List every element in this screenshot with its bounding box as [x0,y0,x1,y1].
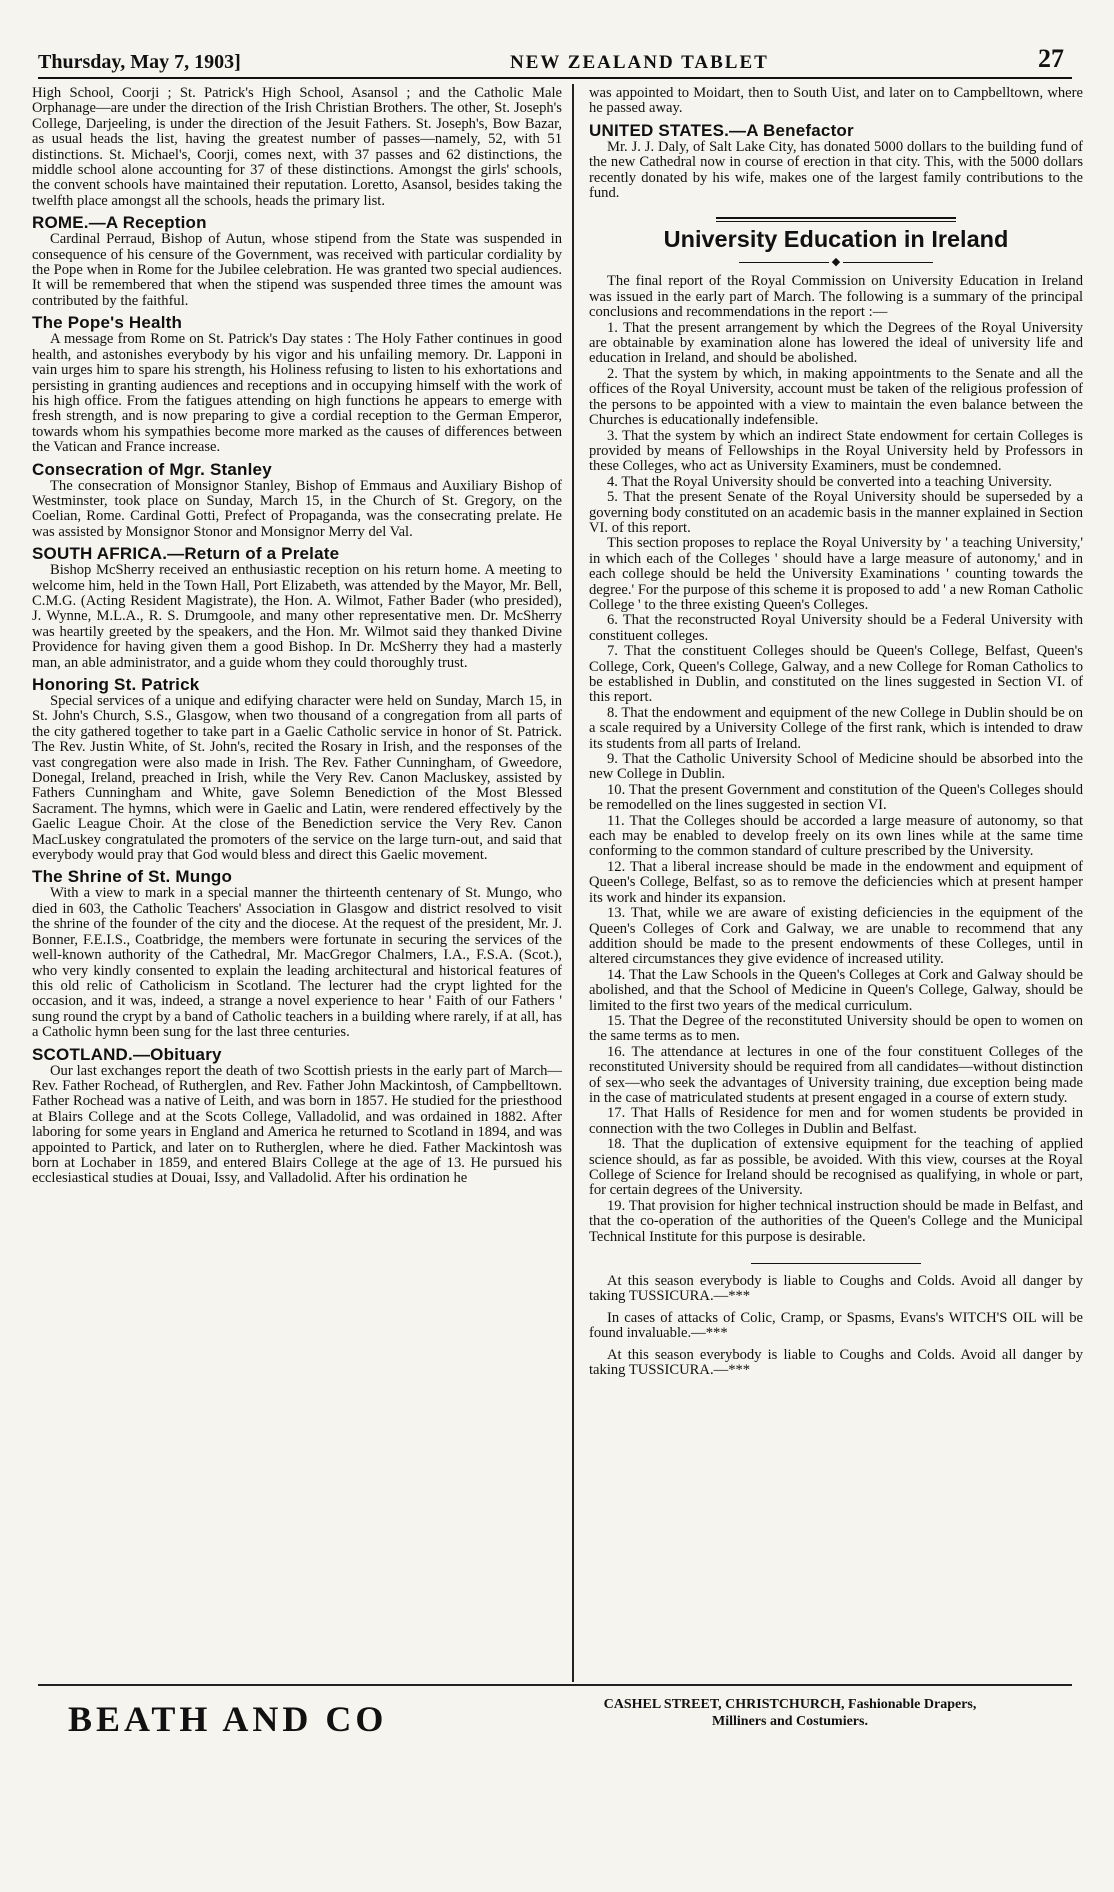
ad-notice: At this season everybody is liable to Coughs and Colds. Avoid all danger by taking TUSSICURA.—*** [589,1346,1083,1379]
recommendation-item: 7. That the constituent Colleges should be Queen's College, Belfast, Queen's College, Cork, Queen's College, Galway, and a new College for Roman Catholics to be established in Dublin, and constituted on the lines suggested in Section VI. of this report. [589,643,1083,706]
south-africa-article: Bishop McSherry received an enthusiastic reception on his return home. A meeting to welcome him, held in the Town Hall, Port Elizabeth, was attended by the Mayor, Mr. Bell, C.M.G. (Acting Resident Magistrate), the Hon. A. Wilmot, Father Bader (who presided), J. Wynne, M.L.A., R. S. Drumgoole, and many other representative men. Dr. McSherry was heartily greeted by the speakers, and the Hon. Mr. Wilmot said they thanked Divine Providence for having given them a good Bishop. In Dr. McSherry they had a masterly man, an able administrator, and a guide whom they could thoroughly trust. [32,562,562,671]
university-heading: University Education in Ireland [663,226,1009,253]
stanley-heading: Consecration of Mgr. Stanley [32,459,272,479]
stanley-article: The consecration of Monsignor Stanley, Bishop of Emmaus and Auxiliary Bishop of Westminster, took place on Sunday, March 15, in the Church of St. Gregory, on the Coelian, Rome. Cardinal Gotti, Prefect of Propaganda, was the consecrating prelate. He was assisted by Monsignor Stonor and Monsignor Merry del Val. [32,477,562,540]
recommendation-item: 2. That the system by which, in making appointments to the Senate and all the offices of the Royal University, account must be taken of the religious profession of the persons to be appointed with a view to maintain the even balance between the Churches is educationally indefensible. [589,365,1083,429]
ad-separator [751,1263,921,1264]
recommendation-item: 8. That the endowment and equipment of the new College in Dublin should be on a scale required by a University College of the first rank, which is intended to draw its students from all parts of Ireland. [589,704,1083,752]
recommendation-item: 3. That the system by which an indirect State endowment for certain Colleges is provided by means of Fellowships in the Royal University held by Professors in these Colleges, who act as University Examiners, must be condemned. [589,427,1083,475]
recommendation-item: 14. That the Law Schools in the Queen's Colleges at Cork and Galway should be abolished, and that the School of Medicine in Queen's College, Galway, should be limited to the first two years of the medical curriculum. [589,966,1083,1014]
rome-article: Cardinal Perraud, Bishop of Autun, whose stipend from the State was suspended in consequence of his censure of the Government, was received with particular cordiality by the Pope when in Rome for the Jubilee celebration. He was granted two special audiences. It will be remembered that when the stipend was suspended three times the amount was contributed by the faithful. [32,231,562,309]
united-states-article: Mr. J. J. Daly, of Salt Lake City, has donated 5000 dollars to the building fund of the new Cathedral now in course of erection in that city. This, with the 5000 dollars recently donated by his wife, makes one of the largest family contributions to the fund. [589,138,1083,202]
footer-brand: BEATH AND CO [68,1699,388,1739]
st-patrick-heading: Honoring St. Patrick [32,675,200,694]
recommendation-item: 5. That the present Senate of the Royal University should be superseded by a governing body constituted on an academic basis in the manner explained in Section VI. of this report. [589,489,1083,536]
ad-notice: At this season everybody is liable to Coughs and Colds. Avoid all danger by taking TUSSICURA.—*** [589,1273,1083,1305]
recommendation-item: 12. That a liberal increase should be made in the endowment and equipment of Queen's College, Belfast, so as to remove the deficiencies which at present hamper its work and hinder its expansion. [589,858,1083,906]
continuation-text: was appointed to Moidart, then to South Uist, and later on to Campbelltown, where he passed away. [589,85,1083,117]
rome-heading: ROME.—A Reception [32,213,207,233]
scotland-article: Our last exchanges report the death of two Scottish priests in the early part of March—Rev. Father Rochead, of Rutherglen, and Rev. Father John Mackintosh, of Campbelltown. Father Rochead was a native of Leith, and was born in 1857. He studied for the priesthood at Blairs College and at the Scots College, Valladolid, and was ordained in 1882. After laboring for some years in England and America he returned to Scotland in 1894, and was appointed to Partick, and later on to Rutherglen, where he died. Father Mackintosh was born at Lochaber in 1859, and entered Blairs College at the age of 13. He pursued his ecclesiastical studies at Douai, Issy, and Valladolid. After his ordination he [32,1062,562,1187]
recommendation-item: 10. That the present Government and constitution of the Queen's Colleges should be remodelled on the lines suggested in section VI. [589,781,1083,814]
st-patrick-article: Special services of a unique and edifying character were held on Sunday, March 15, in St. John's Church, S.S., Glasgow, when two thousand of a congregation from all parts of the city gathered together to take part in a Gaelic Catholic service in honor of St. Patrick. The Rev. Justin White, of St. John's, recited the Rosary in Irish, and the responses of the vast congregation were also made in Irish. The Rev. Father Cunningham, of Gweedore, Donegal, Ireland, preached in Irish, while the Very Rev. Canon Macluskey, assisted by Fathers Cunningham and White, gave Solemn Benediction of the Most Blessed Sacrament. The hymns, which were in Gaelic and Latin, were rendered effectively by the Gaelic League Choir. At the close of the Benediction service the Very Rev. Canon MacLuskey congratulated the promoters of the service on the large turn-out, and said that everybody would pray that God would bless and direct this Gaelic movement. [32,693,562,864]
pope-health-article: A message from Rome on St. Patrick's Day states : The Holy Father continues in good health, and astonishes everybody by his vigor and his unfailing memory. Dr. Lapponi in vain urges him to spare his strength, his Holiness refusing to listen to his exhortations and persisting in granting audiences and receptions and in occupying himself with the work of his high office. From the fatigues attending on high functions he appears to emerge with fresh strength, and is now preparing to give a cordial reception to the German Emperor, towards whom his sympathies become more marked as the causes of differences between the Vatican and France increase. [32,331,562,456]
intro-paragraph: High School, Coorji ; St. Patrick's High School, Asansol ; and the Catholic Male Orphanage—are under the direction of the Irish Christian Brothers. The other, St. Joseph's College, Darjeeling, is under the direction of the Jesuit Fathers. St. Joseph's, Bow Bazar, as usual heads the list, having the greatest number of passes—namely, 52, with 51 distinctions. St. Michael's, Coorji, comes next, with 37 passes and 62 distinctions, the middle school alone accounting for 37 of these distinctions. Amongst the girls' schools, the convent schools have maintained their reputation. Loretto, Asansol, besides taking the twelfth place amongst all the schools, heads the primary list. [32,85,562,209]
page-header [38,44,1072,79]
footer-line-2: Milliners and Costumiers. [712,1714,868,1729]
ads-block [589,1274,1083,1378]
recommendation-item: 16. The attendance at lectures in one of the four constituent Colleges of the reconstituted University should be required from all candidates—without distinction of sex—who seek the advantages of University training, due exception being made in the case of matriculated students at present engaged in a course of extern study. [589,1043,1083,1106]
recommendation-item: 4. That the Royal University should be converted into a teaching University. [607,473,1053,490]
page-number: 27 [1037,44,1064,73]
recommendation-item: 13. That, while we are aware of existing deficiencies in the equipment of the Queen's Colleges of Cork and Galway, we are unable to recommend that any addition should be made to the present endowments of these Colleges, until in altered circumstances they give evidence of increased utility. [589,905,1083,968]
st-mungo-heading: The Shrine of St. Mungo [32,867,233,887]
right-column [589,86,1083,1384]
recommendation-item: 1. That the present arrangement by which the Degrees of the Royal University are obtainable by examination alone has lowered the ideal of university life and education in Ireland, and should be abolished. [589,319,1083,367]
ad-notice: In cases of attacks of Colic, Cramp, or Spasms, Evans's WITCH'S OIL will be found invaluable.—*** [589,1309,1083,1342]
footer-address [500,1696,1080,1730]
scotland-heading: SCOTLAND.—Obituary [32,1044,222,1064]
st-mungo-article: With a view to mark in a special manner the thirteenth centenary of St. Mungo, who died in 603, the Catholic Teachers' Association in Glasgow and district resolved to visit the shrine of the founder of the city and the diocese. At the request of the president, Mr. J. Bonner, F.E.I.S., Coatbridge, the members were fortunate in securing the services of the well-known authority of the Cathedral, Mr. MacGregor Chalmers, I.A., F.S.A. (Scot.), who very kindly consented to explain the leading architectural and historical features of this old relic of Catholicism in Scotland. The lecturer had the crypt lighted for the occasion, and it was, indeed, a strange a novel experience to hear ' Faith of our Fathers ' sung round the crypt by a band of Catholic teachers in a building where rarely, if at all, has a Catholic hymn been sung for the last three centuries. [32,885,562,1041]
ornament-divider: ◆ [589,256,1083,268]
recommendation-item: 11. That the Colleges should be accorded a large measure of autonomy, so that each may be enabled to develop freely on its own lines while at the same time conforming to the common standard of culture prescribed by the University. [589,812,1083,860]
university-intro: The final report of the Royal Commission on University Education in Ireland was issued in the early part of March. The following is a summary of the principal conclusions and recommendations in the report :— [589,273,1083,321]
left-column [32,86,562,1187]
section-rule [716,217,956,222]
recommendation-item: 6. That the reconstructed Royal University should be a Federal University with constituent colleges. [589,612,1083,644]
footer-rule [38,1684,1072,1686]
recommendation-item: 15. That the Degree of the reconstituted University should be open to women on the same terms as to men. [589,1012,1083,1045]
recommendation-item: 9. That the Catholic University School of Medicine should be absorbed into the new College in Dublin. [589,751,1083,783]
recommendation-item: 17. That Halls of Residence for men and for women students be provided in connection with the two Colleges in Dublin and Belfast. [589,1105,1083,1137]
column-divider [572,84,574,1682]
recommendations-list [589,321,1083,1245]
pope-health-heading: The Pope's Health [32,313,183,333]
south-africa-heading: SOUTH AFRICA.—Return of a Prelate [32,544,340,564]
header-title: NEW ZEALAND TABLET [510,52,769,73]
footer-line-1: CASHEL STREET, CHRISTCHURCH, Fashionable Drapers, [603,1697,977,1712]
recommendation-item: This section proposes to replace the Royal University by ' a teaching University,' in which each of the Colleges ' should have a large measure of autonomy,' and in each college should be held the University Examinations ' counting towards the degree.' For the purpose of this scheme it is proposed to add ' a new Roman Catholic College ' to the three existing Queen's Colleges. [589,535,1083,613]
united-states-heading: UNITED STATES.—A Benefactor [589,120,854,140]
recommendation-item: 19. That provision for higher technical instruction should be made in Belfast, and that the co-operation of the authorities of the Queen's College and the Municipal Technical Institute for this purpose is desirable. [589,1197,1083,1245]
header-date: Thursday, May 7, 1903] [38,51,241,73]
recommendation-item: 18. That the duplication of extensive equipment for the teaching of applied science should, as far as possible, be avoided. With this view, courses at the Royal College of Science for Ireland should be recognised as qualifying, in whole or part, for certain degrees of the University. [589,1136,1083,1199]
